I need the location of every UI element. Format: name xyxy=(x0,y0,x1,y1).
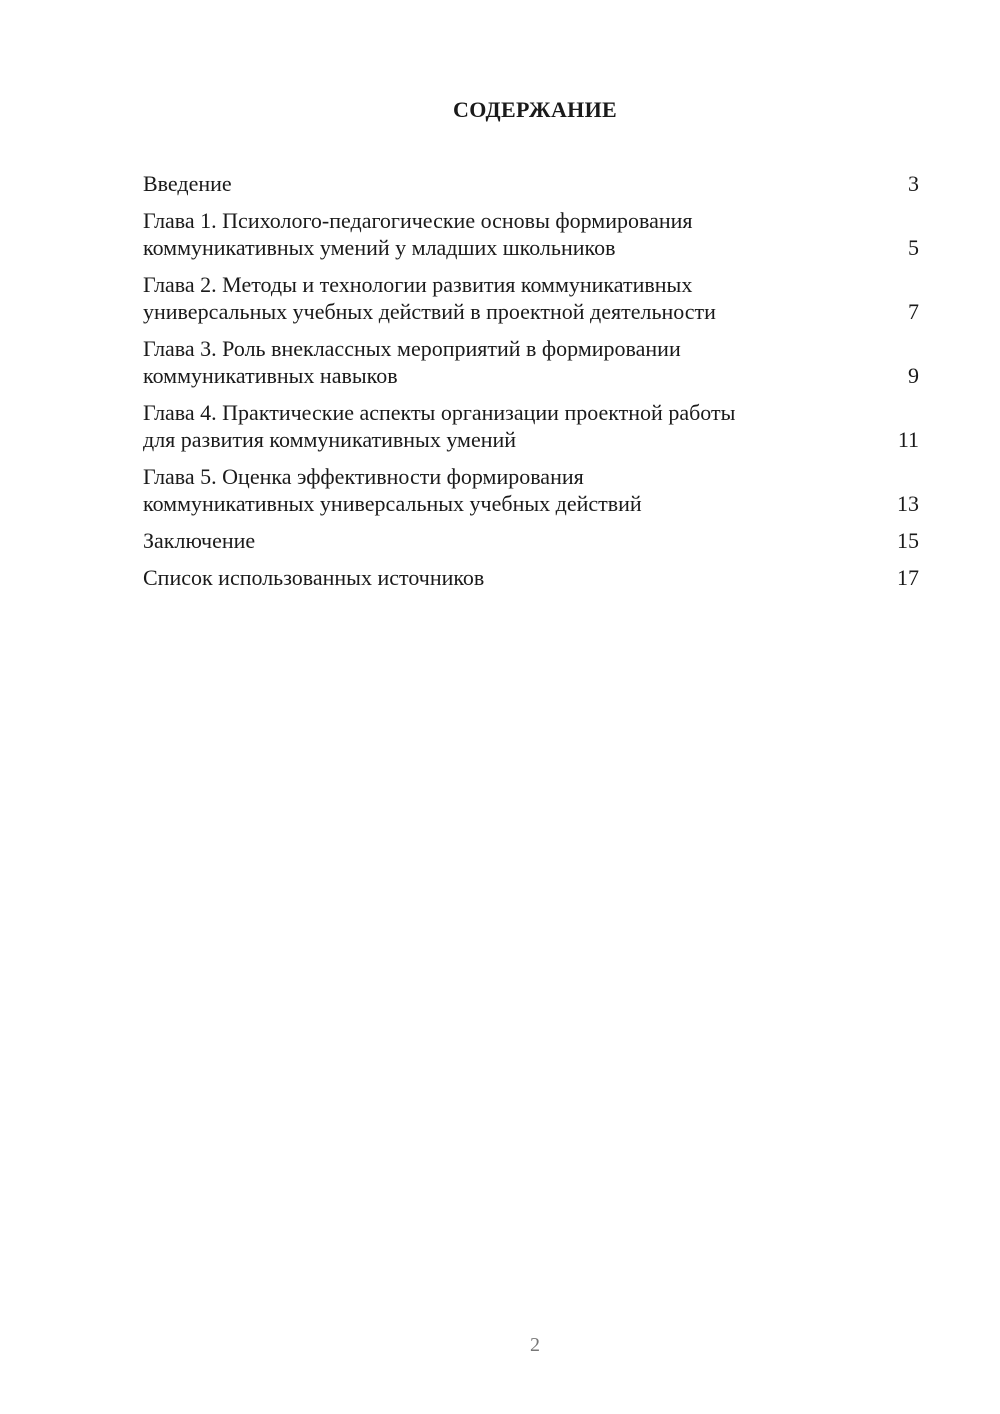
toc-entry-page-number: 11 xyxy=(897,427,919,452)
toc-entry-page-number: 7 xyxy=(908,299,919,324)
toc-entry-page-number: 15 xyxy=(897,528,919,553)
toc-entry-chapter-5 xyxy=(143,463,919,517)
page-title: СОДЕРЖАНИЕ xyxy=(453,97,617,122)
toc-entry-label: Заключение xyxy=(143,528,256,553)
toc-entry-chapter-1 xyxy=(143,207,919,261)
toc-entry-references xyxy=(143,564,919,591)
toc-entry-page-number: 3 xyxy=(908,171,919,196)
toc-entry-label: Глава 4. Практические аспекты организации проектной работы для развития коммуникативных умений xyxy=(143,400,736,452)
toc-entry-page-number: 5 xyxy=(908,235,919,260)
page-footer-number: 2 xyxy=(530,1334,540,1356)
toc-entry-label: Глава 3. Роль внеклассных мероприятий в формировании коммуникативных навыков xyxy=(143,336,681,388)
toc-entry-conclusion xyxy=(143,527,919,554)
toc-entry-page-number: 13 xyxy=(897,491,919,516)
toc-entry-label: Глава 1. Психолого-педагогические основы формирования коммуникативных умений у младших школьников xyxy=(143,208,693,260)
toc-entry-label: Список использованных источников xyxy=(143,565,485,590)
toc-entry-label: Глава 5. Оценка эффективности формирования коммуникативных универсальных учебных действий xyxy=(143,464,642,516)
toc-entry-introduction xyxy=(143,170,919,197)
toc-entry-chapter-3 xyxy=(143,335,919,389)
toc-entry-label: Глава 2. Методы и технологии развития коммуникативных универсальных учебных действий в проектной деятельности xyxy=(143,272,716,324)
toc-entry-label: Введение xyxy=(143,171,232,196)
toc-entry-page-number: 17 xyxy=(897,565,919,590)
toc-entry-chapter-4 xyxy=(143,399,919,453)
table-of-contents xyxy=(143,170,919,601)
toc-entry-page-number: 9 xyxy=(908,363,919,388)
toc-entry-chapter-2 xyxy=(143,271,919,325)
